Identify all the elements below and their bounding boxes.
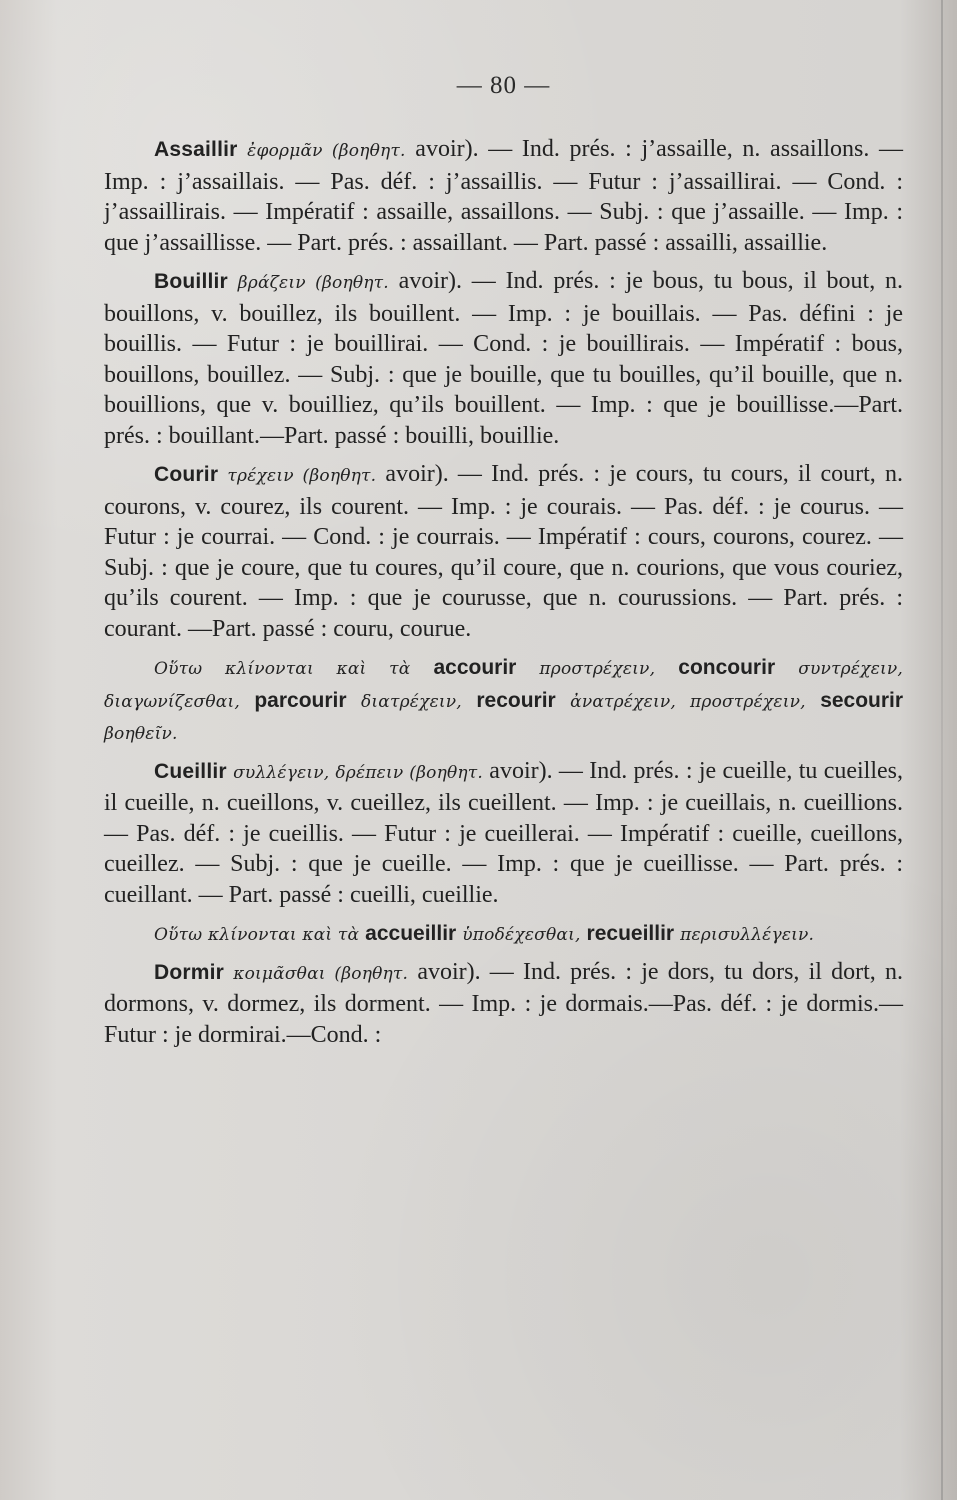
note2-verb-1: accueillir [365,922,457,945]
body-dormir: avoir). — Ind. prés. : je dors, tu dors, il dort, n. dormons, v. dormez, ils dorment. — Imp. : je dormais.—Pas. déf. : je dormis.—Futur : je dormirai.—Cond. : [104,958,903,1048]
note1-lead: Οὕτω κλίνονται καὶ τὰ [154,659,411,679]
verb-courir: Courir [154,463,219,486]
body-bouillir: avoir). — Ind. prés. : je bous, tu bous, il bout, n. bouillons, v. bouillez, ils bouillent. — Imp. : je bouillais. — Pas. défini : je bouillis. — Futur : je bouillirai. — Cond. : je bouillirais. — Impératif : bous, bouillons, bouillez. — Subj. : que je bouille, que tu bouilles, qu’il bouille, que n. bouillions, que v. bouilliez, qu’ils bouillent. — Imp. : que je bouillisse.—Part. prés. : bouillant.—Part. passé : bouilli, bouillie. [104,268,904,449]
note2-lead: Οὕτω κλίνονται καὶ τὰ [154,925,360,945]
entry-assaillir [104,134,903,258]
note1-verb-5: secourir [820,688,904,712]
greek-cueillir: συλλέγειν, δρέπειν (βοηθητ. [233,762,483,783]
note1-verb-1: accourir [433,656,517,679]
body-courir: avoir). — Ind. prés. : je cours, tu cours, il court, n. courons, v. courez, ils courent. — Imp. : je courais. — Pas. déf. : je courus. — Futur : je courrai. — Cond. : je courrais. — Impératif : cours, courons, courez. — Subj. : que je coure, que tu coures, qu’il coure, que n. courions, que vous couriez, qu’ils courent. — Imp. : que je courusse, que n. courussions. — Part. prés. : courant. —Part. passé : couru, courue. [104,461,903,642]
note1-verb-4: recourir [476,688,556,712]
greek-bouillir: βράζειν (βοηθητ. [237,273,389,293]
page-number: — 80 — [456,72,551,99]
note1-greek-5: βοηθεῖν. [104,724,178,744]
entry-courir [104,459,903,644]
verb-bouillir: Bouillir [154,270,228,293]
note1-greek-1: προστρέχειν, [539,659,656,679]
page-gutter-line [941,0,943,1500]
greek-assaillir: ἐφορμᾶν (βοηθητ. [247,141,406,161]
note-cueillir-family [104,918,903,951]
note1-verb-3: parcourir [254,688,347,712]
entry-cueillir [104,756,903,911]
note-courir-family [104,652,903,750]
note2-greek-2: περισυλλέγειν. [680,925,815,945]
note1-verb-2: concourir [678,656,776,679]
verb-cueillir: Cueillir [154,759,227,783]
greek-dormir: κοιμᾶσθαι (βοηθητ. [233,963,409,984]
note2-verb-2: recueillir [586,922,675,945]
body-cueillir: avoir). — Ind. prés. : je cueille, tu cueilles, il cueille, n. cueillons, v. cueillez, ils cueillent. — Imp. : je cueillais, n. cueillions. — Pas. déf. : je cueillis. — Futur : je cueillerai. — Impératif : cueille, cueillons, cueillez. — Subj. : que je cueille. — Imp. : que je cueillisse. — Part. prés. : cueillant. — Part. passé : cueilli, cueillie. [104,757,904,908]
verb-dormir: Dormir [154,960,225,984]
entry-dormir [104,957,903,1051]
verb-assaillir: Assaillir [154,138,238,161]
note2-greek-1: ὑποδέχεσθαι, [462,925,581,945]
note1-greek-4: ἀνατρέχειν, προστρέχειν, [570,691,806,712]
entry-bouillir [104,266,903,451]
note1-greek-3: διατρέχειν, [360,691,462,712]
body-assaillir: avoir). — Ind. prés. : j’assaille, n. assaillons. — Imp. : j’assaillais. — Pas. déf. : j’assaillis. — Futur : j’assaillirai. — Cond. : j’assaillirais. — Impératif : assaille, assaillons. — Subj. : que j’assaille. — Imp. : que j’assaillisse. — Part. prés. : assaillant. — Part. passé : assailli, assaillie. [104,136,904,256]
note1-greek-2: συντρέχειν, διαγωνίζεσθαι, [104,659,904,712]
greek-courir: τρέχειν (βοηθητ. [227,466,377,486]
